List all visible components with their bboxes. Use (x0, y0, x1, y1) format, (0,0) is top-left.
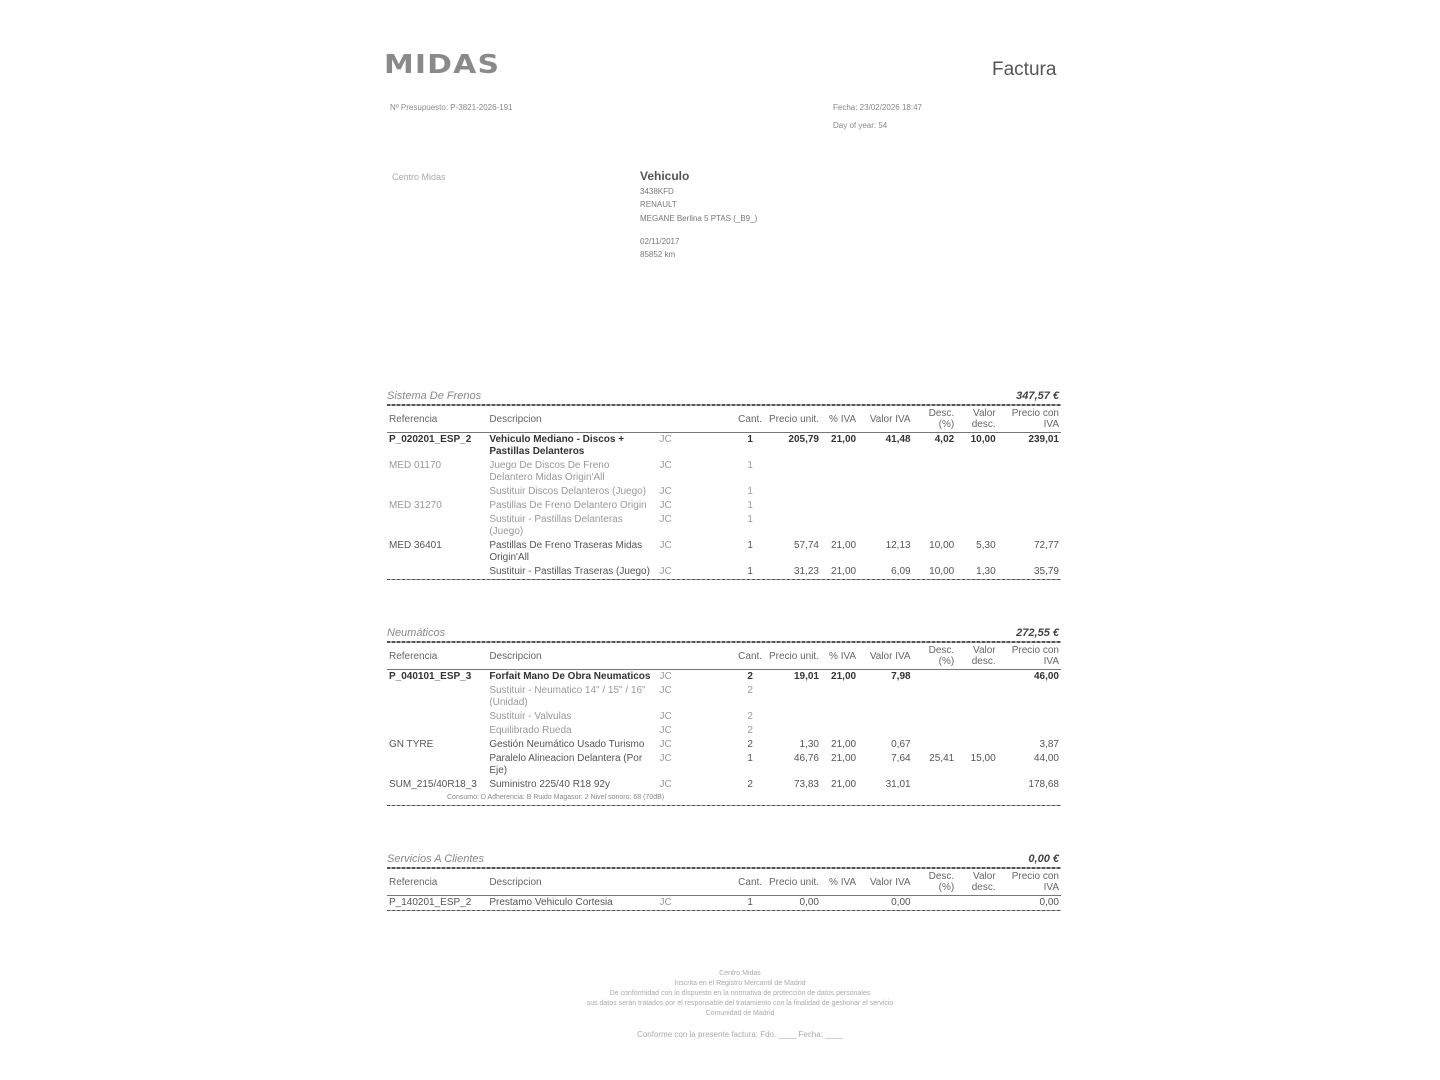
footer-registry: Inscrita en el Registro Mercantil de Madrid (674, 980, 806, 987)
cell-qty: 1 (747, 897, 753, 908)
cell-code: JC (659, 486, 672, 497)
column-header: Valor desc. (956, 869, 997, 896)
cell-disc (913, 724, 957, 738)
cell-disc (913, 499, 957, 513)
table-row (387, 499, 1061, 513)
cell-vat: 21,00 (831, 739, 857, 750)
cell-disc-val (956, 724, 997, 738)
cell-disc-val (956, 670, 997, 685)
cell-unit: 57,74 (793, 540, 819, 551)
table-row (387, 738, 1061, 752)
cell-vat-val (858, 710, 913, 724)
column-header: Descripcion (487, 406, 657, 433)
cell-disc-val (956, 459, 997, 485)
cell-total (998, 724, 1061, 738)
cell-vat-val (858, 499, 913, 513)
cell-unit (766, 485, 821, 499)
cell-total: 46,00 (1033, 671, 1059, 682)
table-row (387, 684, 1061, 710)
column-header (657, 406, 733, 433)
column-header: Valor IVA (858, 869, 913, 896)
column-header: % IVA (821, 406, 858, 433)
cell-code: JC (659, 500, 672, 511)
cell-code: JC (659, 897, 672, 908)
column-header: Valor IVA (858, 406, 913, 433)
table-row (387, 433, 1061, 460)
cell-total: 72,77 (1033, 540, 1059, 551)
cell-code: JC (659, 685, 672, 696)
table-row (387, 724, 1061, 738)
section-0 (387, 390, 1061, 580)
cell-desc: Sustituir - Pastillas Traseras (Juego) (489, 566, 650, 577)
cell-ref: GN TYRE (389, 739, 434, 750)
cell-unit (766, 724, 821, 738)
cell-desc: Sustituir Discos Delanteros (Juego) (489, 486, 647, 497)
table-row (387, 896, 1061, 911)
cell-vat-val (858, 459, 913, 485)
footer-region: Comunidad de Madrid (705, 1010, 775, 1017)
cell-unit (766, 684, 821, 710)
vehicle-make: RENAULT (640, 200, 677, 209)
cell-qty: 2 (747, 779, 753, 790)
customer-center: Centro Midas (392, 172, 446, 182)
cell-qty: 1 (747, 753, 753, 764)
cell-desc: Pastillas De Freno Delantero Origin (489, 500, 647, 511)
cell-vat-val: 7,64 (891, 753, 911, 764)
cell-code: JC (659, 434, 672, 445)
cell-vat: 21,00 (831, 540, 857, 551)
cell-code: JC (659, 566, 672, 577)
cell-disc: 25,41 (929, 753, 955, 764)
section-name: Sistema De Frenos (387, 390, 482, 402)
cell-qty: 1 (747, 500, 753, 511)
cell-qty: 1 (747, 514, 753, 525)
cell-unit: 31,23 (793, 566, 819, 577)
cell-ref: P_140201_ESP_2 (389, 897, 472, 908)
section-total: 272,55 € (1016, 627, 1059, 639)
cell-disc-val (956, 738, 997, 752)
cell-vat (821, 710, 858, 724)
cell-desc: Sustituir - Pastillas Delanteras (Juego) (489, 514, 623, 537)
column-header: Precio con IVA (998, 643, 1061, 670)
cell-unit: 0,00 (799, 897, 819, 908)
cell-qty: 2 (747, 711, 753, 722)
day-of-year: Day of year: 54 (833, 121, 888, 130)
cell-desc: Suministro 225/40 R18 92y (489, 779, 610, 790)
cell-disc-val (956, 485, 997, 499)
invoice-number: Nº Presupuesto: P-3821-2026-191 (390, 103, 513, 112)
cell-ref (387, 565, 487, 579)
cell-qty: 2 (747, 739, 753, 750)
cell-qty: 2 (747, 671, 753, 682)
column-header: Desc. (%) (913, 406, 957, 433)
table-row (387, 513, 1061, 539)
cell-total (998, 513, 1061, 539)
cell-vat-val: 12,13 (885, 540, 911, 551)
column-header: Cant. (734, 869, 767, 896)
table-row (387, 459, 1061, 485)
company-logo: MIDAS (384, 50, 501, 80)
column-header: Cant. (734, 643, 767, 670)
column-header (657, 643, 733, 670)
cell-disc-val: 15,00 (970, 753, 996, 764)
column-header: Cant. (734, 406, 767, 433)
table-row (387, 778, 1061, 792)
cell-ref (387, 752, 487, 778)
section-total: 347,57 € (1016, 390, 1059, 402)
cell-vat (821, 896, 858, 911)
cell-total (998, 499, 1061, 513)
cell-total (998, 710, 1061, 724)
section-header (387, 853, 1061, 867)
footer-privacy: De conformidad con lo dispuesto en la normativa de protección de datos personales (609, 990, 871, 997)
cell-disc (913, 778, 957, 792)
cell-disc: 4,02 (934, 434, 955, 445)
section-end-divider (387, 579, 1061, 580)
cell-ref (387, 485, 487, 499)
cell-unit (766, 459, 821, 485)
cell-vat (821, 513, 858, 539)
cell-code: JC (659, 725, 672, 736)
cell-total (998, 684, 1061, 710)
column-header: Desc. (%) (913, 643, 957, 670)
cell-desc: Prestamo Vehiculo Cortesia (489, 897, 613, 908)
table-row (387, 752, 1061, 778)
cell-vat-val: 0,00 (891, 897, 911, 908)
column-header: % IVA (821, 643, 858, 670)
cell-disc: 10,00 (929, 540, 955, 551)
cell-vat: 21,00 (831, 779, 857, 790)
footer-privacy-detail: sus datos serán tratados por el responsable del tratamiento con la finalidad de gestionar el servicio (586, 1000, 894, 1007)
section-header (387, 627, 1061, 641)
cell-disc-val (956, 499, 997, 513)
cell-vat-val (858, 513, 913, 539)
cell-unit (766, 499, 821, 513)
cell-code: JC (659, 540, 672, 551)
cell-unit: 46,76 (793, 753, 819, 764)
cell-disc (913, 513, 957, 539)
cell-qty: 1 (747, 460, 753, 471)
cell-ref (387, 710, 487, 724)
cell-vat (821, 459, 858, 485)
cell-disc-val (956, 513, 997, 539)
cell-disc (913, 459, 957, 485)
cell-total: 0,00 (1039, 897, 1059, 908)
column-header: Valor desc. (956, 643, 997, 670)
cell-disc-val (956, 896, 997, 911)
table-row (387, 710, 1061, 724)
cell-qty: 1 (747, 540, 753, 551)
cell-vat-val (858, 485, 913, 499)
cell-disc (913, 684, 957, 710)
cell-unit (766, 513, 821, 539)
cell-ref: P_020201_ESP_2 (389, 434, 472, 445)
cell-desc: Paralelo Alineacion Delantera (Por Eje) (489, 753, 643, 776)
column-header: Desc. (%) (913, 869, 957, 896)
cell-disc-val: 10,00 (970, 434, 996, 445)
cell-unit: 1,30 (799, 739, 819, 750)
document-type-title: Factura (992, 59, 1057, 80)
column-header: Precio unit. (766, 869, 821, 896)
cell-vat: 21,00 (831, 566, 857, 577)
tyre-label-summary: Consumo: D Adherencia: B Ruido Magasor: 2 Nivel sonoro: 68 (70dB) (447, 794, 665, 801)
cell-vat: 21,00 (831, 753, 857, 764)
cell-disc-val (956, 684, 997, 710)
cell-disc-val (956, 778, 997, 792)
cell-vat-val: 0,67 (891, 739, 911, 750)
cell-desc: Forfait Mano De Obra Neumaticos (489, 671, 651, 682)
cell-disc (913, 738, 957, 752)
cell-vat: 21,00 (831, 434, 857, 445)
cell-total (998, 459, 1061, 485)
cell-disc (913, 710, 957, 724)
cell-disc (913, 485, 957, 499)
cell-ref (387, 724, 487, 738)
table-row (387, 565, 1061, 579)
cell-vat-val (858, 684, 913, 710)
cell-unit: 205,79 (788, 434, 819, 445)
cell-ref: MED 01170 (389, 460, 442, 471)
cell-ref: P_040101_ESP_3 (389, 671, 472, 682)
footer-signature: Conforme con la presente factura: Fdo. ____ Fecha: ____ (637, 1030, 843, 1039)
cell-vat (821, 684, 858, 710)
cell-vat-val: 41,48 (885, 434, 911, 445)
cell-desc: Gestión Neumático Usado Turismo (489, 739, 645, 750)
cell-total: 3,87 (1039, 739, 1059, 750)
cell-code: JC (659, 671, 672, 682)
column-header: Referencia (387, 869, 487, 896)
cell-total: 178,68 (1028, 779, 1059, 790)
column-header: Precio con IVA (998, 406, 1061, 433)
column-header (657, 869, 733, 896)
cell-vat (821, 724, 858, 738)
cell-vat-val: 6,09 (891, 566, 911, 577)
invoice-date: Fecha: 23/02/2026 18:47 (833, 103, 922, 112)
cell-disc-val: 5,30 (976, 540, 996, 551)
cell-disc-val (956, 710, 997, 724)
cell-ref (387, 513, 487, 539)
cell-qty: 2 (747, 725, 753, 736)
cell-desc: Juego De Discos De Freno Delantero Midas Origin'All (489, 460, 610, 483)
cell-ref: MED 31270 (389, 500, 442, 511)
vehicle-model: MEGANE Berlina 5 PTAS (_B9_) (640, 214, 758, 223)
cell-desc: Equilibrado Rueda (489, 725, 572, 736)
cell-total: 44,00 (1033, 753, 1059, 764)
line-items-table (387, 643, 1061, 792)
cell-disc-val: 1,30 (976, 566, 996, 577)
section-end-divider (387, 805, 1061, 806)
vehicle-title: Vehiculo (640, 169, 690, 183)
line-items-table (387, 869, 1061, 910)
cell-code: JC (659, 460, 672, 471)
column-header: % IVA (821, 869, 858, 896)
vehicle-km: 85852 km (640, 250, 676, 259)
section-2 (387, 853, 1061, 911)
cell-unit (766, 710, 821, 724)
column-header: Precio unit. (766, 643, 821, 670)
cell-desc: Pastillas De Freno Traseras Midas Origin'All (489, 540, 643, 563)
footer-company: Centro Midas (719, 970, 761, 977)
cell-qty: 2 (747, 685, 753, 696)
column-header: Precio con IVA (998, 869, 1061, 896)
cell-disc: 10,00 (929, 566, 955, 577)
line-items-table (387, 406, 1061, 579)
cell-vat-val: 7,98 (891, 671, 911, 682)
column-header: Descripcion (487, 869, 657, 896)
column-header: Referencia (387, 406, 487, 433)
vehicle-registration-date: 02/11/2017 (640, 237, 680, 246)
vehicle-plate: 3438KFD (640, 187, 674, 196)
cell-disc (913, 896, 957, 911)
table-row (387, 485, 1061, 499)
cell-code: JC (659, 739, 672, 750)
cell-unit: 73,83 (793, 779, 819, 790)
cell-qty: 1 (747, 434, 753, 445)
section-1 (387, 627, 1061, 806)
cell-ref: SUM_215/40R18_3 (389, 779, 477, 790)
column-header: Valor desc. (956, 406, 997, 433)
column-header: Valor IVA (858, 643, 913, 670)
cell-desc: Sustituir - Neumatico 14" / 15" / 16" (Unidad) (489, 685, 646, 708)
section-name: Servicios A Clientes (387, 853, 484, 865)
cell-code: JC (659, 779, 672, 790)
cell-code: JC (659, 711, 672, 722)
cell-total: 239,01 (1028, 434, 1059, 445)
cell-ref (387, 684, 487, 710)
section-name: Neumáticos (387, 627, 446, 639)
cell-vat-val: 31,01 (885, 779, 911, 790)
cell-code: JC (659, 753, 672, 764)
cell-unit: 19,01 (793, 671, 819, 682)
cell-qty: 1 (747, 566, 753, 577)
cell-vat: 21,00 (831, 671, 857, 682)
cell-disc (913, 670, 957, 685)
column-header: Precio unit. (766, 406, 821, 433)
cell-vat-val (858, 724, 913, 738)
column-header: Referencia (387, 643, 487, 670)
cell-desc: Sustituir - Valvulas (489, 711, 572, 722)
cell-vat (821, 485, 858, 499)
section-total: 0,00 € (1028, 853, 1059, 865)
cell-desc: Vehiculo Mediano - Discos + Pastillas Delanteros (489, 434, 625, 457)
cell-ref: MED 36401 (389, 540, 442, 551)
table-row (387, 539, 1061, 565)
cell-code: JC (659, 514, 672, 525)
cell-total: 35,79 (1033, 566, 1059, 577)
section-header (387, 390, 1061, 404)
cell-vat (821, 499, 858, 513)
section-end-divider (387, 910, 1061, 911)
cell-total (998, 485, 1061, 499)
column-header: Descripcion (487, 643, 657, 670)
cell-qty: 1 (747, 486, 753, 497)
table-row (387, 670, 1061, 685)
